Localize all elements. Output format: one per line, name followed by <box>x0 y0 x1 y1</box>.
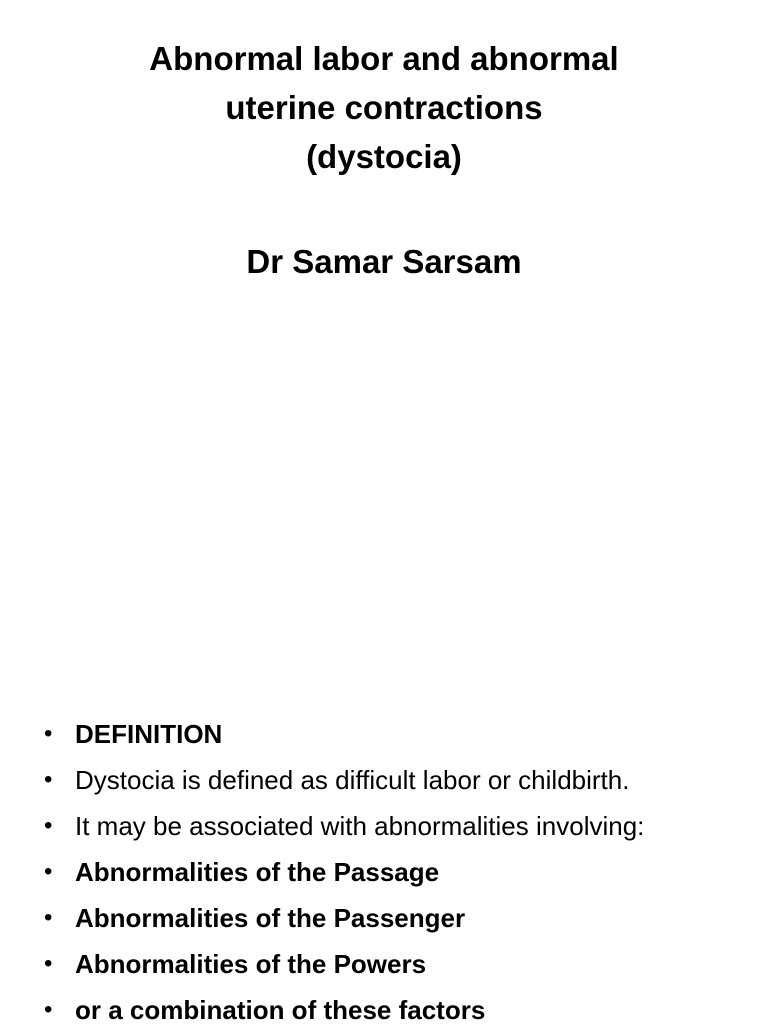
bullet-text: DEFINITION <box>75 719 223 749</box>
bullet-dot-icon: • <box>44 996 53 1023</box>
bullet-text: Abnormalities of the Passenger <box>75 903 466 933</box>
bullet-item-powers <box>0 943 768 989</box>
bullet-item-dystocia-definition <box>0 759 768 805</box>
title-line-2: uterine contractions <box>225 89 543 126</box>
bullet-dot-icon: • <box>44 720 53 747</box>
bullet-text: Abnormalities of the Passage <box>75 857 440 887</box>
bullet-item-associated <box>0 805 768 851</box>
bullet-dot-icon: • <box>44 766 53 793</box>
bullet-dot-icon: • <box>44 812 53 839</box>
bullet-item-definition <box>0 713 768 759</box>
title-line-1: Abnormal labor and abnormal <box>149 40 619 77</box>
bullet-item-combination <box>0 989 768 1035</box>
bullet-text: Abnormalities of the Powers <box>75 949 427 979</box>
bullet-text: or a combination of these factors <box>75 995 486 1025</box>
bullet-dot-icon: • <box>44 904 53 931</box>
author-name: Dr Samar Sarsam <box>246 243 522 280</box>
bullet-item-passenger <box>0 897 768 943</box>
slide-title <box>0 34 768 181</box>
title-line-3: (dystocia) <box>306 138 462 175</box>
bullet-text: Dystocia is defined as difficult labor or childbirth. <box>75 765 630 795</box>
bullet-list <box>0 713 768 1035</box>
bullet-text: It may be associated with abnormalities involving: <box>75 811 645 841</box>
bullet-item-passage <box>0 851 768 897</box>
bullet-dot-icon: • <box>44 950 53 977</box>
bullet-dot-icon: • <box>44 858 53 885</box>
